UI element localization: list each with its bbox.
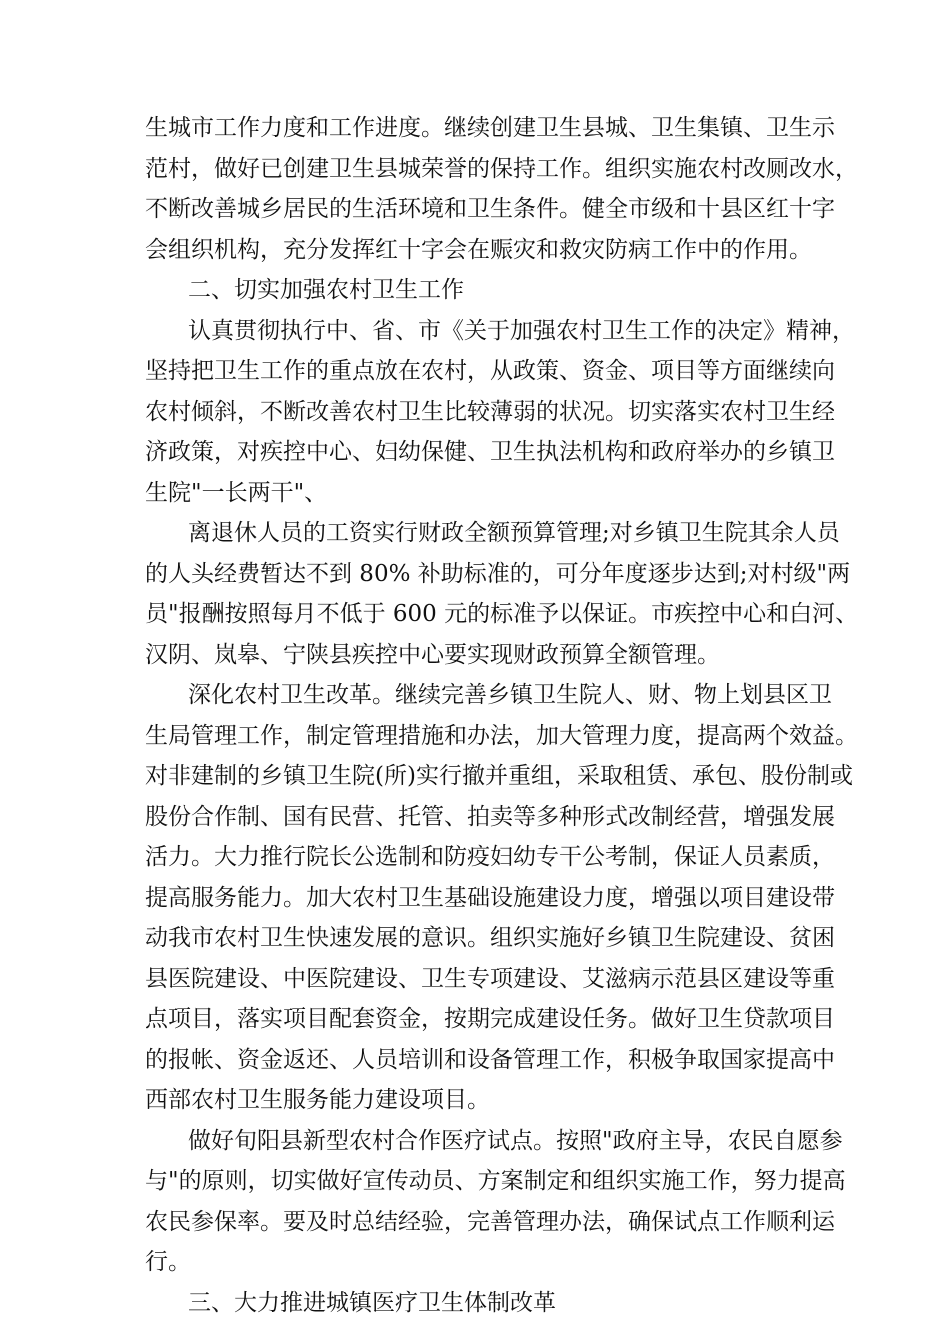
body-text-line: 生院"一长两干"、	[145, 479, 328, 506]
body-text-line: 提高服务能力。加大农村卫生基础设施建设力度，增强以项目建设带	[145, 884, 835, 911]
body-text-line: 农村倾斜，不断改善农村卫生比较薄弱的状况。切实落实农村卫生经	[145, 398, 835, 425]
body-text-line: 与"的原则，切实做好宣传动员、方案制定和组织实施工作，努力提高	[145, 1168, 846, 1194]
body-text-line: 对非建制的乡镇卫生院(所)实行撤并重组，采取租赁、承包、股份制或	[145, 763, 853, 789]
body-text-line: 点项目，落实项目配套资金，按期完成建设任务。做好卫生贷款项目	[145, 1006, 835, 1032]
body-text-line: 行。	[145, 1249, 191, 1275]
body-text-line: 认真贯彻执行中、省、市《关于加强农村卫生工作的决定》精神，	[188, 317, 855, 344]
body-text-line: 的报帐、资金返还、人员培训和设备管理工作，积极争取国家提高中	[145, 1046, 835, 1073]
body-text-line: 深化农村卫生改革。继续完善乡镇卫生院人、财、物上划县区卫	[188, 682, 832, 708]
body-text-line: 动我市农村卫生快速发展的意识。组织实施好乡镇卫生院建设、贫困	[145, 925, 835, 951]
body-text-line: 西部农村卫生服务能力建设项目。	[145, 1087, 490, 1113]
body-text-line: 员"报酬按照每月不低于 600 元的标准予以保证。市疾控中心和白河、	[145, 601, 859, 627]
body-text-line: 离退休人员的工资实行财政全额预算管理;对乡镇卫生院其余人员	[188, 520, 840, 546]
body-text-line: 生局管理工作，制定管理措施和办法，加大管理力度，提高两个效益。	[145, 722, 858, 749]
body-text-line: 坚持把卫生工作的重点放在农村，从政策、资金、项目等方面继续向	[145, 358, 835, 384]
body-text-line: 活力。大力推行院长公选制和防疫妇幼专干公考制，保证人员素质，	[145, 844, 835, 870]
body-text-line: 范村，做好已创建卫生县城荣誉的保持工作。组织实施农村改厕改水，	[145, 155, 858, 182]
section-heading: 二、切实加强农村卫生工作	[188, 277, 464, 303]
body-text-line: 农民参保率。要及时总结经验，完善管理办法，确保试点工作顺利运	[145, 1208, 835, 1235]
body-text-line: 济政策，对疾控中心、妇幼保健、卫生执法机构和政府举办的乡镇卫	[145, 439, 835, 465]
body-text-line: 做好旬阳县新型农村合作医疗试点。按照"政府主导，农民自愿参	[188, 1127, 843, 1154]
section-heading: 三、大力推进城镇医疗卫生体制改革	[188, 1289, 556, 1316]
body-text-line: 汉阴、岚皋、宁陕县疾控中心要实现财政预算全额管理。	[145, 641, 720, 668]
body-text-line: 的人头经费暂达不到 80% 补助标准的，可分年度逐步达到;对村级"两	[145, 560, 851, 587]
body-text-line: 生城市工作力度和工作进度。继续创建卫生县城、卫生集镇、卫生示	[145, 115, 835, 141]
body-text-line: 会组织机构，充分发挥红十字会在赈灾和救灾防病工作中的作用。	[145, 236, 812, 263]
body-text-line: 县医院建设、中医院建设、卫生专项建设、艾滋病示范县区建设等重	[145, 965, 835, 992]
body-text-line: 不断改善城乡居民的生活环境和卫生条件。健全市级和十县区红十字	[145, 196, 835, 222]
body-text-line: 股份合作制、国有民营、托管、拍卖等多种形式改制经营，增强发展	[145, 803, 835, 830]
